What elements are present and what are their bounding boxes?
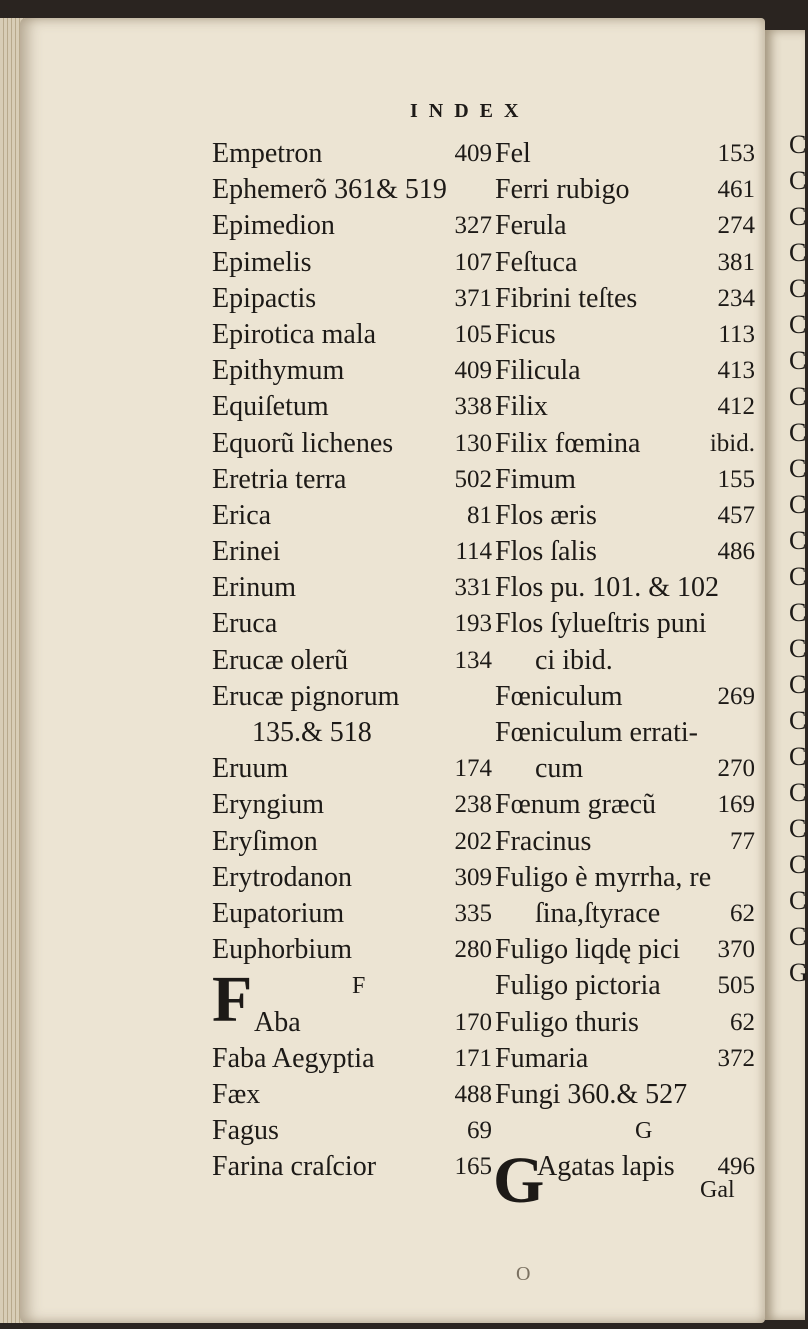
adjacent-page-letter: C: [789, 310, 807, 339]
entry-term: F: [352, 973, 366, 1000]
entry-page-number: 412: [717, 393, 755, 421]
catchword: Gal: [700, 1177, 735, 1203]
entry-term: Filix fœmina: [495, 427, 641, 459]
adjacent-page-letter: C: [789, 274, 807, 303]
entry-page-number: 309: [454, 863, 492, 891]
adjacent-page-letter: C: [789, 634, 807, 663]
entry-term: Farina craſcior: [212, 1151, 377, 1183]
index-entry: [212, 1113, 492, 1149]
entry-page-number: 114: [455, 538, 492, 566]
adjacent-page-letter: C: [789, 202, 807, 231]
index-entry: [212, 896, 492, 932]
index-entry: [495, 389, 755, 425]
entry-page-number: 488: [454, 1080, 492, 1108]
entry-page-number: 274: [717, 212, 755, 240]
index-entry: [212, 462, 492, 498]
entry-term: cum: [535, 753, 584, 785]
adjacent-page-letter: C: [789, 886, 807, 915]
index-entry: [495, 208, 755, 244]
index-entry: [212, 353, 492, 389]
entry-page-number: 409: [454, 140, 492, 167]
entry-page-number: 81: [467, 501, 492, 529]
index-entry: [495, 426, 755, 462]
entry-term: Epimelis: [212, 246, 312, 278]
index-entry: [212, 136, 492, 172]
index-entry: [495, 281, 755, 317]
index-entry: [495, 570, 755, 606]
index-entry: [495, 1005, 755, 1041]
index-entry: [212, 570, 492, 606]
entry-page-number: 234: [717, 284, 755, 312]
index-entry: [495, 353, 755, 389]
entry-page-number: 496: [717, 1153, 755, 1181]
entry-term: Eretria terra: [212, 463, 347, 495]
entry-page-number: 174: [454, 755, 492, 783]
entry-page-number: 169: [717, 791, 755, 819]
entry-page-number: 113: [718, 320, 755, 348]
entry-page-number: 327: [454, 212, 492, 240]
entry-page-number: 505: [717, 972, 755, 1000]
entry-page-number: 461: [717, 176, 755, 204]
entry-term: Eruca: [212, 608, 278, 640]
entry-term: Fuligo è myrrha, re: [495, 861, 712, 893]
index-entry: [212, 534, 492, 570]
index-entry: [495, 172, 755, 208]
index-entry: [495, 751, 755, 787]
entry-page-number: 335: [454, 899, 492, 927]
adjacent-page-letter: C: [789, 454, 807, 483]
entry-page-number: 381: [717, 248, 755, 276]
entry-term: Faba Aegyptia: [212, 1042, 375, 1074]
entry-term: Ephemerõ 361& 519: [212, 174, 447, 206]
entry-term: Filix: [495, 391, 548, 423]
entry-term: Flos ſylueſtris puni: [495, 608, 707, 640]
entry-term: Erica: [212, 499, 272, 531]
entry-term: Fumaria: [495, 1042, 589, 1074]
entry-page-number: 165: [454, 1153, 492, 1181]
entry-page-number: 372: [717, 1044, 755, 1072]
adjacent-page-letter: C: [789, 670, 807, 699]
entry-term: Fracinus: [495, 825, 592, 857]
entry-term: Epithymum: [212, 355, 345, 387]
index-entry: [212, 643, 492, 679]
entry-term: 135.& 518: [252, 717, 372, 748]
adjacent-page-letter: C: [789, 706, 807, 735]
index-entry: [495, 606, 755, 642]
index-entry: [495, 643, 755, 679]
entry-term: Agatas lapis: [537, 1151, 675, 1183]
adjacent-page-letter: C: [789, 562, 807, 591]
entry-term: ſina,ſtyrace: [535, 897, 661, 929]
entry-term: Epirotica mala: [212, 318, 377, 350]
entry-page-number: 155: [717, 465, 755, 493]
entry-term: Fœnum græcũ: [495, 789, 656, 821]
entry-page-number: 171: [454, 1044, 492, 1072]
entry-term: Epipactis: [212, 282, 317, 314]
entry-term: Fuligo pictoria: [495, 970, 661, 1002]
index-entry: [212, 606, 492, 642]
adjacent-page-letter: C: [789, 346, 807, 375]
entry-page-number: 193: [454, 610, 492, 638]
index-entry: [212, 860, 492, 896]
entry-term: Ferri rubigo: [495, 174, 630, 206]
index-column-right: [495, 136, 755, 1185]
adjacent-page-letter: G: [789, 958, 808, 987]
adjacent-page: [765, 30, 808, 1320]
adjacent-page-letter: C: [789, 742, 807, 771]
entry-term: Flos æris: [495, 499, 597, 531]
adjacent-page-letter: C: [789, 130, 807, 159]
index-entry: [212, 932, 492, 968]
adjacent-page-letter: C: [789, 526, 807, 555]
index-entry: [495, 896, 755, 932]
adjacent-page-letter: C: [789, 382, 807, 411]
index-entry: [212, 715, 492, 751]
entry-term: Equorũ lichenes: [212, 427, 394, 459]
drop-cap-f: F: [212, 963, 253, 1036]
entry-page-number: 77: [730, 827, 755, 855]
index-entry: [495, 462, 755, 498]
entry-page-number: 62: [730, 1008, 755, 1036]
entry-page-number: 502: [454, 465, 492, 493]
entry-term: Fibrini teſtes: [495, 282, 638, 314]
entry-page-number: 270: [717, 755, 755, 783]
index-entry: [212, 824, 492, 860]
entry-term: Epimedion: [212, 210, 335, 242]
drop-cap-g: G: [493, 1144, 545, 1217]
entry-term: Feſtuca: [495, 246, 578, 278]
entry-term: Fœniculum: [495, 680, 623, 712]
entry-page-number: 202: [454, 827, 492, 855]
entry-term: ci ibid.: [535, 644, 613, 676]
entry-page-number: 413: [717, 357, 755, 385]
entry-page-number: 62: [730, 899, 755, 927]
adjacent-page-letter: C: [789, 418, 807, 447]
entry-page-number: 370: [717, 936, 755, 964]
entry-term: Eryſimon: [212, 825, 318, 857]
index-entry: [495, 245, 755, 281]
entry-page-number: 486: [717, 538, 755, 566]
entry-term: Erucæ pignorum: [212, 680, 400, 712]
entry-term: Erytrodanon: [212, 861, 352, 893]
index-entry: [212, 1149, 492, 1185]
index-entry: [495, 534, 755, 570]
index-entry: [495, 1077, 755, 1113]
entry-term: Aba: [254, 1006, 301, 1038]
index-entry: [212, 172, 492, 208]
entry-term: Fagus: [212, 1115, 279, 1147]
entry-term: Eupatorium: [212, 897, 345, 929]
index-entry: [495, 1041, 755, 1077]
entry-page-number: 338: [454, 393, 492, 421]
index-entry: [495, 932, 755, 968]
index-entry: [212, 426, 492, 462]
adjacent-page-letter: C: [789, 238, 807, 267]
entry-term: Ficus: [495, 318, 556, 350]
entry-term: Fæx: [212, 1078, 261, 1110]
entry-term: Flos pu. 101. & 102: [495, 572, 720, 604]
show-through-letter: O: [516, 1263, 531, 1285]
index-entry: [212, 787, 492, 823]
index-entry: [495, 498, 755, 534]
index-entry: [495, 136, 755, 172]
entry-term: Erinum: [212, 572, 296, 604]
adjacent-page-letter: C: [789, 814, 807, 843]
entry-term: Fungi 360.& 527: [495, 1078, 688, 1110]
adjacent-page-letter: C: [789, 490, 807, 519]
entry-term: Flos ſalis: [495, 536, 597, 568]
index-entry: [212, 1077, 492, 1113]
entry-page-number: 107: [454, 248, 492, 276]
index-entry: [212, 751, 492, 787]
index-entry: [212, 498, 492, 534]
index-entry: [212, 389, 492, 425]
index-entry: [212, 245, 492, 281]
entry-term: Empetron: [212, 138, 323, 169]
index-entry: [212, 208, 492, 244]
index-entry: [495, 968, 755, 1004]
entry-term: Fel: [495, 138, 531, 169]
index-entry: [495, 860, 755, 896]
index-entry: [495, 787, 755, 823]
index-entry: [212, 679, 492, 715]
entry-page-number: 331: [454, 574, 492, 602]
adjacent-page-letter: C: [789, 922, 807, 951]
adjacent-page-letter: C: [789, 598, 807, 627]
entry-page-number: 134: [454, 646, 492, 674]
entry-page-number: 170: [454, 1008, 492, 1036]
entry-term: Eryngium: [212, 789, 324, 821]
entry-term: Fœniculum errati-: [495, 717, 698, 748]
adjacent-page-letter: C: [789, 850, 807, 879]
index-entry: [495, 317, 755, 353]
entry-term: G: [635, 1118, 653, 1145]
index-entry: [212, 1005, 492, 1041]
entry-page-number: 153: [717, 140, 755, 167]
entry-page-number: 371: [454, 284, 492, 312]
entry-page-number: 409: [454, 357, 492, 385]
section-letter: [212, 968, 492, 1004]
entry-page-number: 280: [454, 936, 492, 964]
index-entry: [212, 1041, 492, 1077]
index-entry: [212, 317, 492, 353]
entry-term: Equiſetum: [212, 391, 329, 423]
index-entry: [212, 281, 492, 317]
entry-term: Fuligo thuris: [495, 1006, 639, 1038]
entry-term: Fuligo liqdę pici: [495, 934, 681, 966]
index-entry: [495, 679, 755, 715]
entry-term: Erinei: [212, 536, 281, 568]
adjacent-page-letter: C: [789, 166, 807, 195]
entry-term: Ferula: [495, 210, 567, 242]
entry-term: Eruum: [212, 753, 289, 785]
entry-page-number: ibid.: [709, 429, 755, 457]
entry-term: Fimum: [495, 463, 576, 495]
entry-page-number: 69: [467, 1117, 492, 1145]
entry-term: Filicula: [495, 355, 581, 387]
index-entry: [495, 824, 755, 860]
entry-page-number: 269: [717, 682, 755, 710]
adjacent-page-letter: C: [789, 778, 807, 807]
index-entry: [495, 715, 755, 751]
entry-page-number: 105: [454, 320, 492, 348]
index-column-left: [212, 136, 492, 1185]
page-header: INDEX: [410, 100, 530, 122]
entry-term: Euphorbium: [212, 934, 352, 966]
entry-page-number: 130: [454, 429, 492, 457]
entry-page-number: 238: [454, 791, 492, 819]
entry-term: Erucæ olerũ: [212, 644, 349, 676]
entry-page-number: 457: [717, 501, 755, 529]
